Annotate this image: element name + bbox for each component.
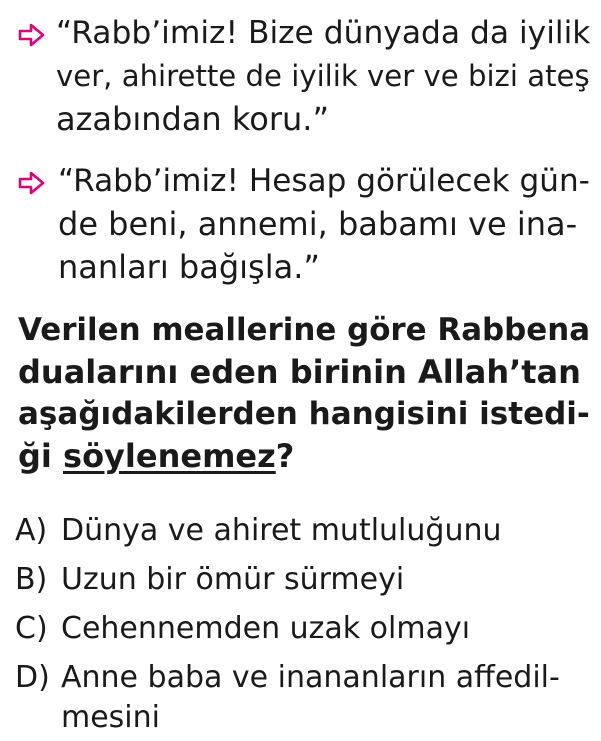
option-a[interactable] bbox=[15, 513, 502, 549]
option-d-text: Anne baba ve inananların affedil- bbox=[61, 660, 560, 695]
negative-keyword: söylenemez bbox=[63, 437, 276, 475]
option-d-letter: D) bbox=[15, 660, 50, 695]
option-c-letter: C) bbox=[15, 611, 48, 646]
quote-2-line-3: nanları bağışla.” bbox=[58, 248, 320, 286]
quote-2-line-2: de beni, annemi, babamı ve ina- bbox=[58, 205, 578, 243]
quote-1-line-2: ver, ahirette de iyilik ver ve bizi ateş bbox=[56, 59, 590, 93]
option-c-text: Cehennemden uzak olmayı bbox=[61, 611, 471, 646]
question-mark: ? bbox=[275, 437, 295, 475]
option-a-text: Dünya ve ahiret mutluluğunu bbox=[61, 513, 502, 548]
question-line-2: dualarını eden birinin Allah’tan bbox=[18, 353, 581, 391]
option-b[interactable] bbox=[15, 562, 404, 598]
quote-1-line-1: “Rabb’imiz! Bize dünyada da iyilik bbox=[56, 15, 591, 51]
option-d-continuation: mesini bbox=[61, 700, 160, 735]
question-line-4 bbox=[18, 437, 294, 475]
option-a-letter: A) bbox=[15, 513, 48, 548]
hollow-arrow-icon bbox=[18, 170, 46, 196]
option-d[interactable] bbox=[15, 660, 560, 696]
option-b-text: Uzun bir ömür sürmeyi bbox=[61, 562, 405, 597]
hollow-arrow-icon bbox=[18, 22, 46, 48]
option-b-letter: B) bbox=[15, 562, 48, 597]
quote-1-line-3: azabından koru.” bbox=[56, 100, 330, 138]
question-line-1: Verilen meallerine göre Rabbena bbox=[18, 312, 591, 348]
quote-2-line-1: “Rabb’imiz! Hesap görülecek gün- bbox=[58, 163, 590, 199]
question-line-3: aşağıdakilerden hangisini istedi- bbox=[18, 396, 590, 432]
question-line-4-prefix: ği bbox=[18, 437, 64, 475]
option-c[interactable] bbox=[15, 611, 470, 647]
